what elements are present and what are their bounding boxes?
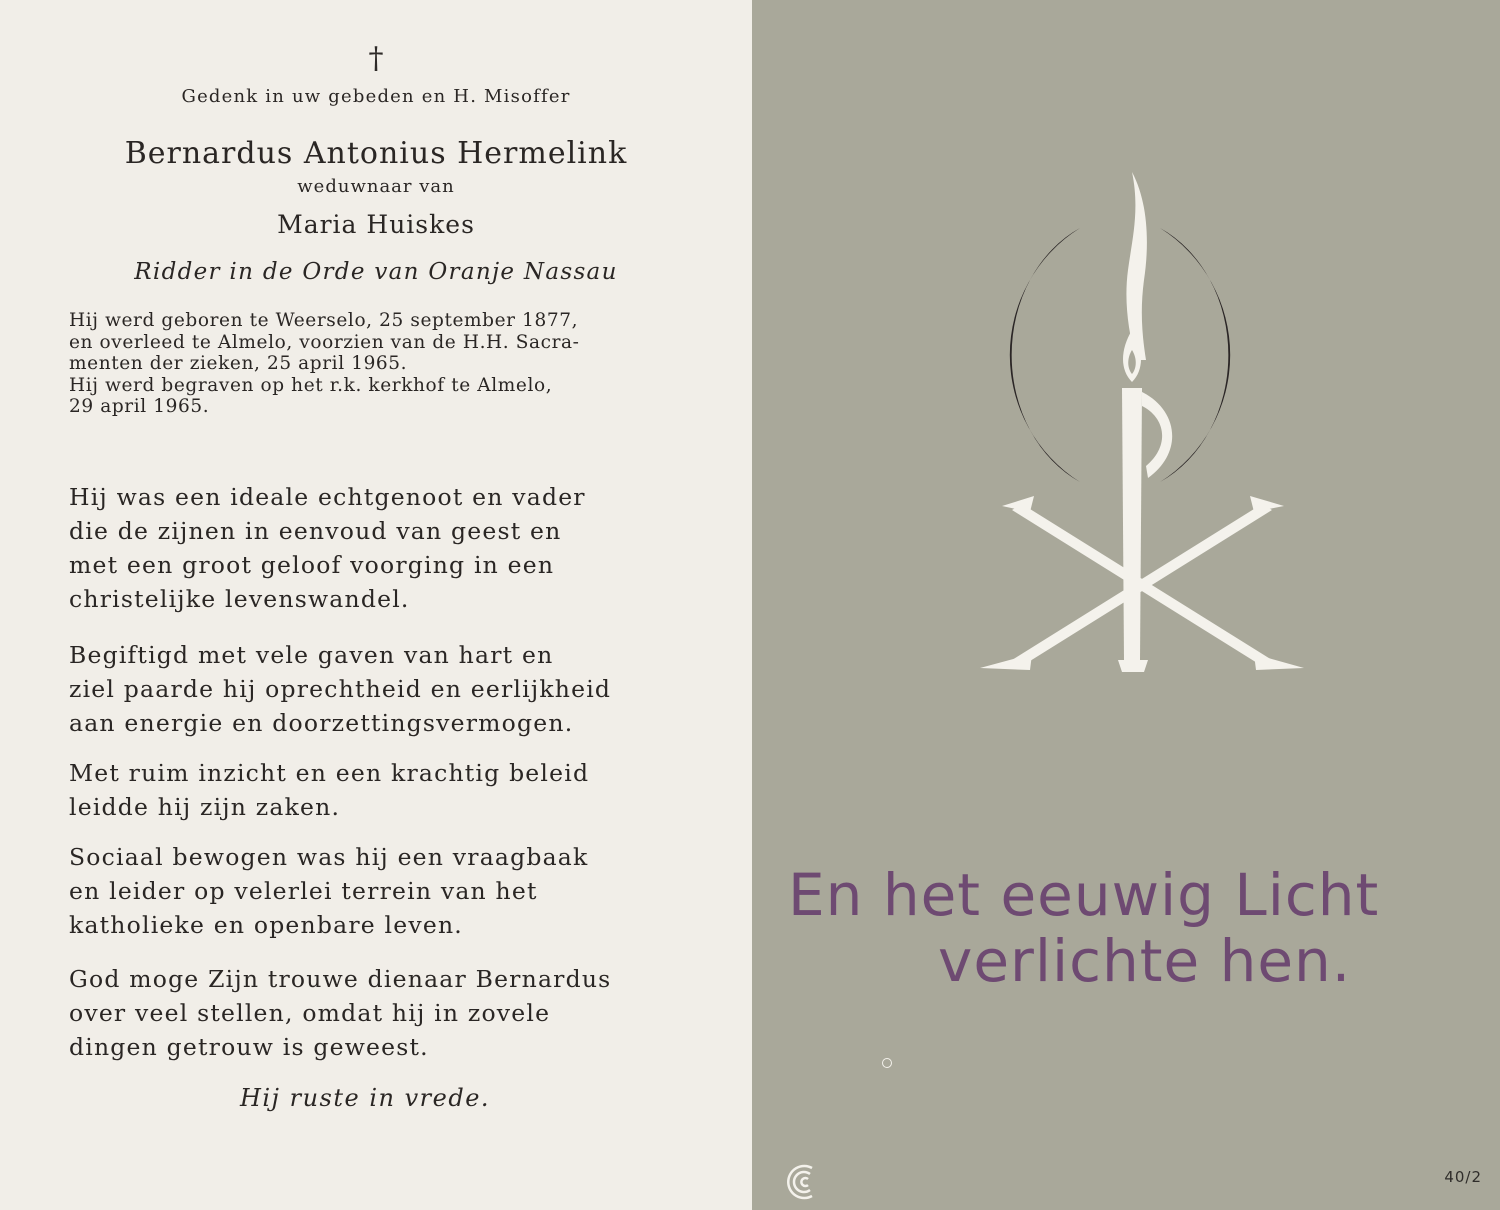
printer-mark-icon (786, 1162, 820, 1202)
paragraph-line: dingen getrouw is geweest. (69, 1033, 429, 1061)
paragraph-line: Met ruim inzicht en een krachtig beleid (69, 759, 590, 787)
paragraph-line: Sociaal bewogen was hij een vraagbaak (69, 843, 589, 871)
ring-mark-icon (882, 1058, 892, 1068)
paragraph-business (69, 756, 669, 824)
paragraph-line: Hij was een ideale echtgenoot en vader (69, 483, 586, 511)
verse (788, 862, 1488, 994)
bio-line: menten der zieken, 25 april 1965. (69, 353, 408, 374)
paragraph-line: aan energie en doorzettingsvermogen. (69, 709, 574, 737)
widower-label: weduwnaar van (297, 176, 455, 197)
paragraph-line: Begiftigd met vele gaven van hart en (69, 641, 554, 669)
paragraph-line: ziel paarde hij oprechtheid en eerlijkheid (69, 675, 612, 703)
paragraph-line: christelijke levenswandel. (69, 585, 410, 613)
candle-chi-rho-icon (972, 160, 1312, 680)
honor-title: Ridder in de Orde van Oranje Nassau (134, 259, 618, 285)
paragraph-line: over veel stellen, omdat hij in zovele (69, 999, 551, 1027)
spouse-name: Maria Huiskes (277, 210, 475, 239)
bio-line: Hij werd geboren te Weerselo, 25 september 1877, (69, 310, 579, 331)
paragraph-line: en leider op velerlei terrein van het (69, 877, 538, 905)
paragraph-prayer (69, 962, 669, 1064)
paragraph-character (69, 480, 669, 616)
print-code: 40/2 (1444, 1168, 1482, 1186)
cross-icon: † (368, 41, 384, 76)
verse-line: En het eeuwig Licht (788, 861, 1380, 929)
bio-line: en overleed te Almelo, voorzien van de H.H. Sacra- (69, 331, 580, 353)
paragraph-line: leidde hij zijn zaken. (69, 793, 341, 821)
verse-line: verlichte hen. (938, 927, 1352, 995)
bio-line: 29 april 1965. (69, 396, 210, 417)
paragraph-line: God moge Zijn trouwe dienaar Bernardus (69, 965, 612, 993)
paragraph-line: met een groot geloof voorging in een (69, 551, 555, 579)
image-panel (752, 0, 1500, 1210)
closing-line: Hij ruste in vrede. (239, 1084, 491, 1112)
paragraph-line: die de zijnen in eenvoud van geest en (69, 517, 562, 545)
deceased-name: Bernardus Antonius Hermelink (124, 136, 628, 171)
biography (69, 310, 669, 418)
paragraph-gifts (69, 638, 669, 740)
paragraph-line: katholieke en openbare leven. (69, 911, 463, 939)
invocation: Gedenk in uw gebeden en H. Misoffer (181, 86, 571, 107)
bio-line: Hij werd begraven op het r.k. kerkhof te Almelo, (69, 374, 553, 396)
paragraph-social (69, 840, 669, 942)
